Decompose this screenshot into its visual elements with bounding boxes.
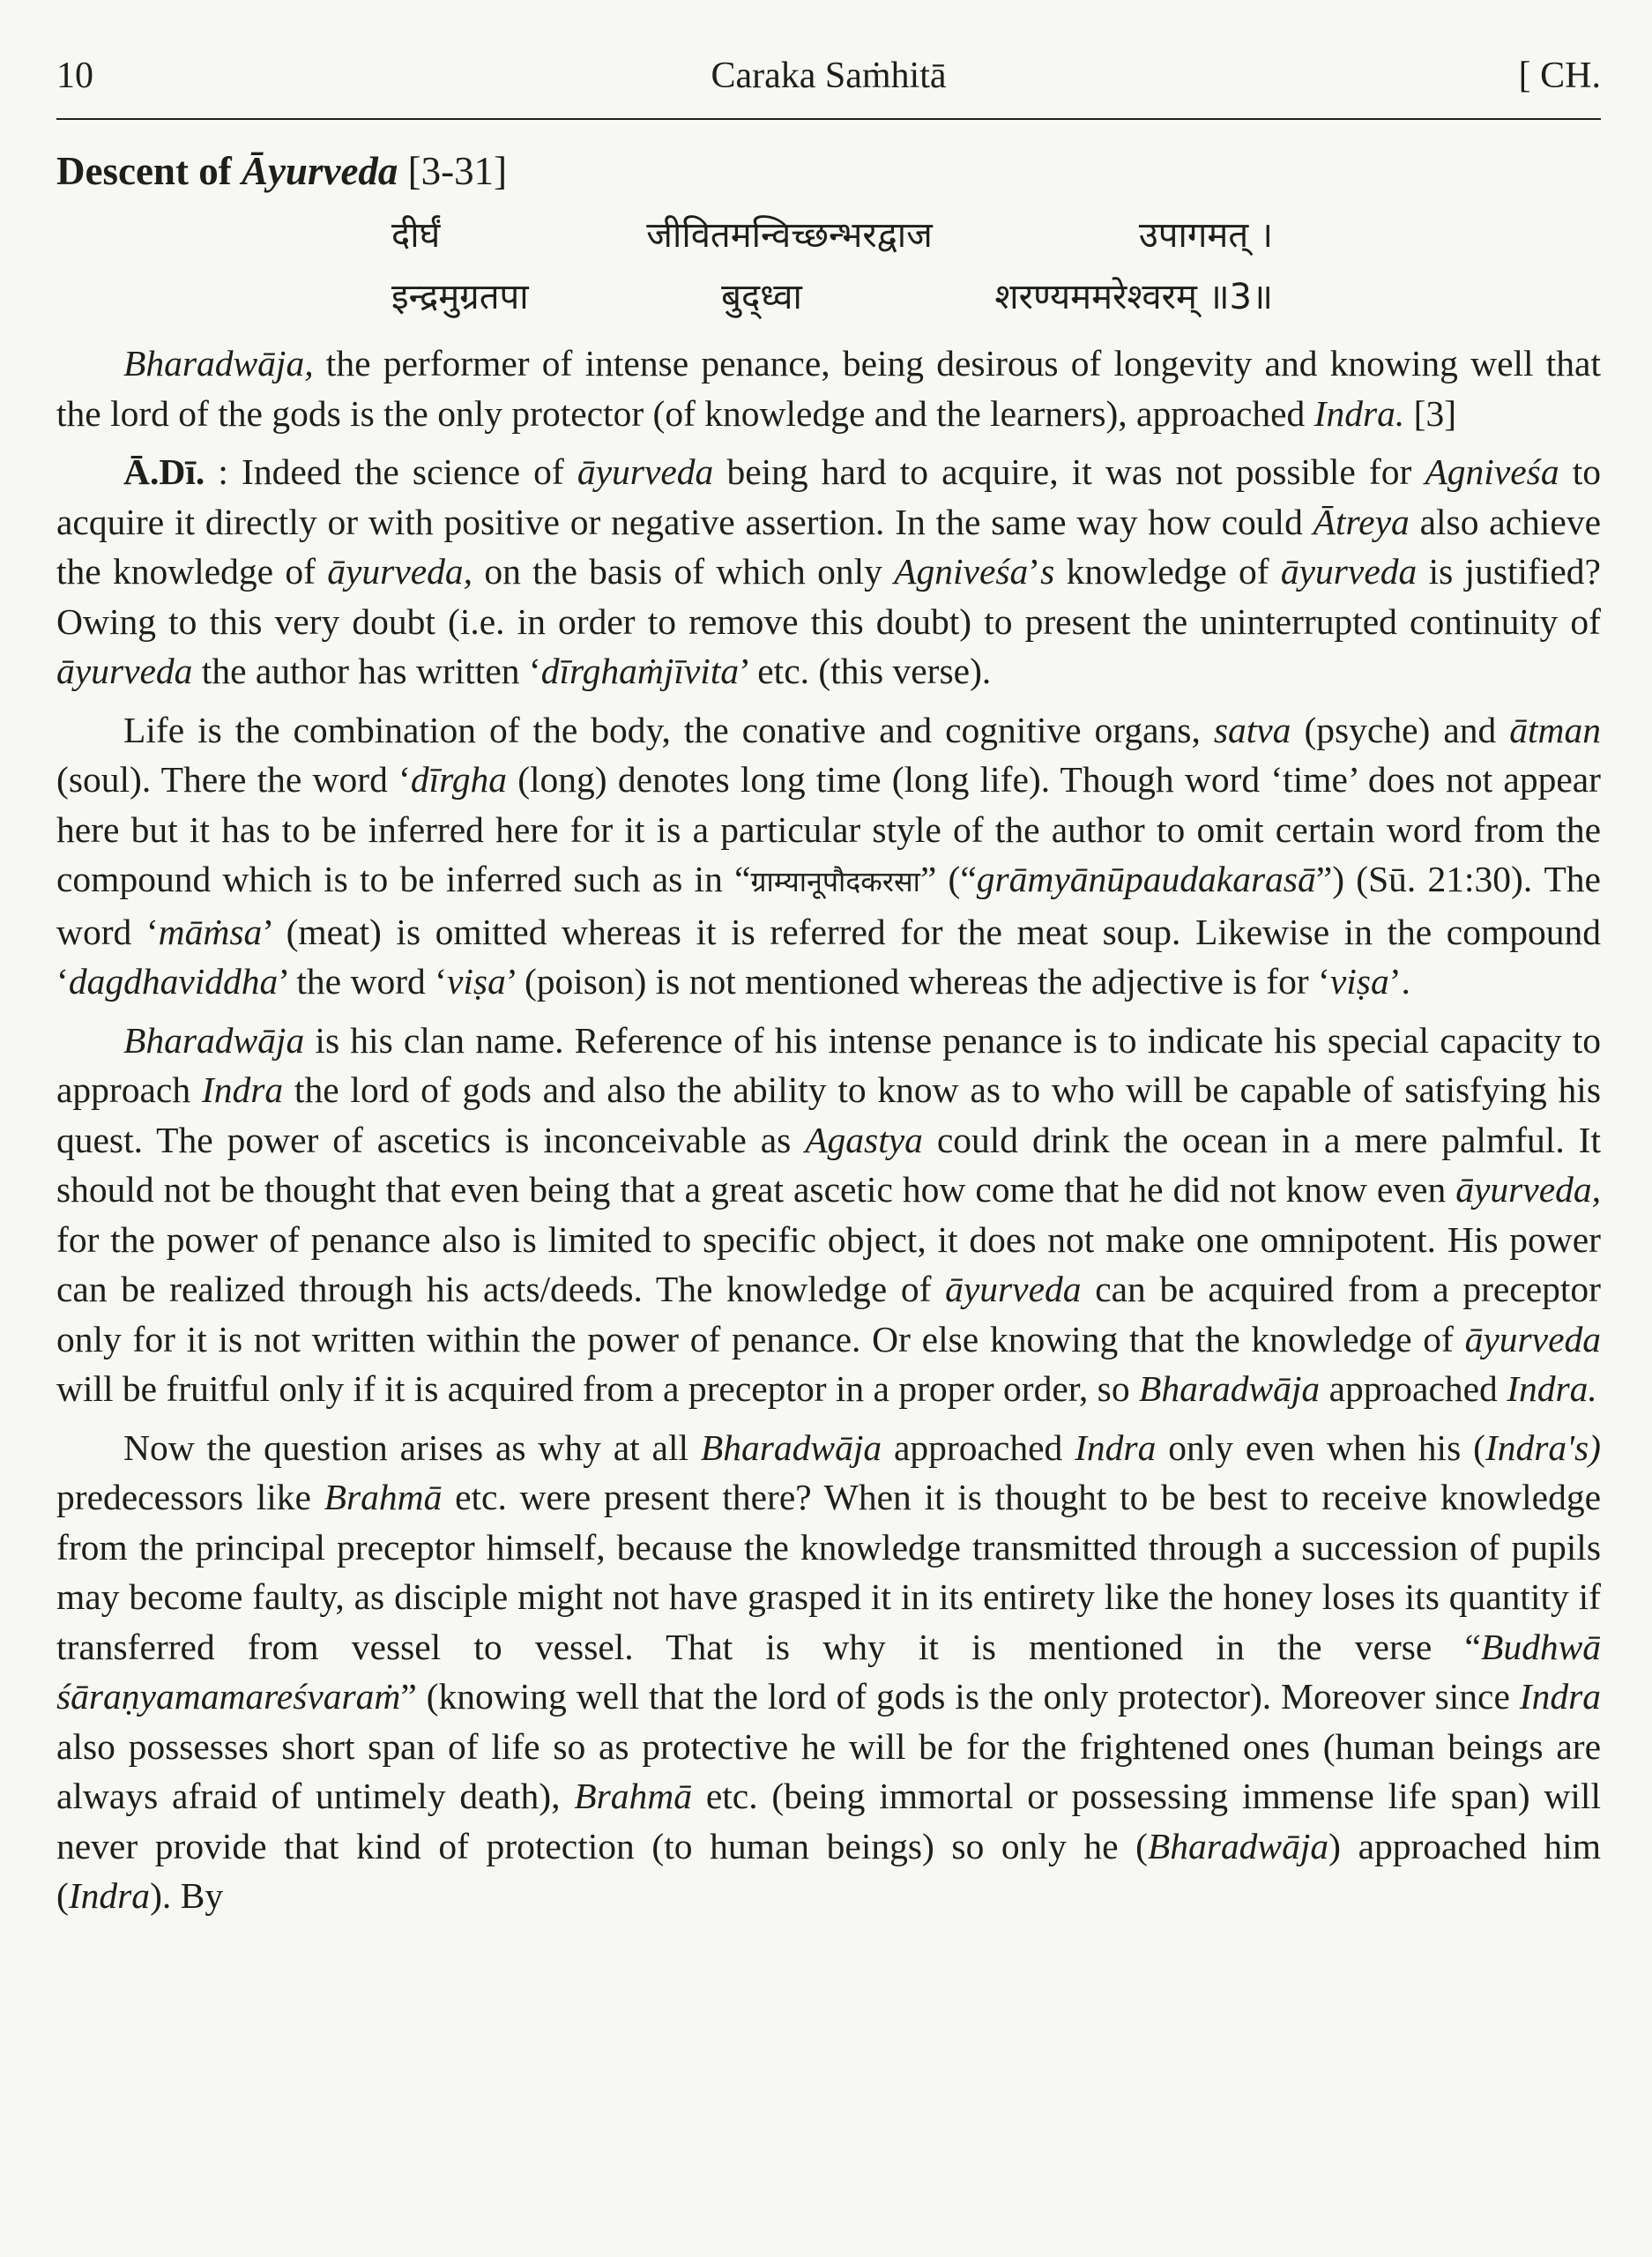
italic-term: Bharadwāja [1138, 1368, 1321, 1409]
italic-term: māṁsa [158, 911, 263, 952]
text-run: Now the question arises as why at all [123, 1426, 701, 1468]
text-run: approached [1320, 1368, 1507, 1409]
italic-term: Brahmā [574, 1776, 693, 1816]
text-run: ) approached him ( [56, 1825, 1601, 1916]
text-run: could drink the ocean in a mere palmful. It should not be thought that even being that a great ascetic how come that he did not know even [56, 1119, 1601, 1210]
italic-term: Bharadwāja [1147, 1825, 1329, 1866]
verse-word: बुद्ध्वा [721, 277, 802, 317]
commentary-paragraph [56, 1423, 1601, 1921]
header-rule [56, 118, 1601, 120]
text-run: approached [882, 1426, 1075, 1468]
translation-paragraph [56, 339, 1601, 438]
italic-term: Indra. [1313, 392, 1405, 434]
verse-word: जीवितमन्विच्छन्भरद्वाज [646, 215, 933, 256]
book-page [56, 51, 1601, 2220]
text-run: ”) (Sū. 21:30). The word ‘ [56, 859, 1601, 952]
italic-term: viṣa [446, 961, 506, 1002]
italic-term: satva [1213, 709, 1291, 750]
italic-term: Indra [1075, 1426, 1157, 1468]
section-title-italic: Āyurveda [241, 149, 398, 193]
text-run: the lord of gods and also the ability to know as to who will be capable of satisfying his quest. The power of ascetics is inconceivable as [56, 1069, 1601, 1160]
italic-term: Agastya [805, 1119, 923, 1160]
italic-term: Indra [68, 1875, 151, 1916]
verse-word: उपागमत् । [1138, 215, 1273, 256]
chapter-marker: [ CH. [1518, 56, 1601, 96]
italic-term: Indra [1519, 1676, 1601, 1717]
italic-term: Agniveśa [1425, 451, 1559, 492]
italic-term: āyurveda [577, 451, 714, 492]
text-run: Life is the combination of the body, the conative and cognitive organs, [123, 709, 1214, 750]
text-run: being hard to acquire, it was not possible for [713, 451, 1425, 492]
text-run: (soul). There the word ‘ [56, 759, 411, 800]
text-run: will be fruitful only if it is acquired from a preceptor in a proper order, so [56, 1368, 1139, 1409]
commentary-lead: Ā.Dī. [123, 451, 205, 492]
verse-word: शरण्यममरेश्वरम् ॥3॥ [994, 277, 1273, 317]
italic-term: Indra. [1507, 1368, 1597, 1409]
text-run: on the basis of which only [473, 551, 895, 592]
text-run: for the power of penance also is limited to specific object, it does not make one omnipotent. His power can be realized through his acts/deeds. The knowledge of [56, 1218, 1601, 1309]
italic-term: Brahmā [324, 1477, 443, 1517]
italic-term: Indra [201, 1069, 284, 1110]
italic-term: āyurveda [1280, 551, 1418, 592]
italic-term: Indra's) [1485, 1426, 1602, 1468]
text-run: : Indeed the science of [205, 451, 577, 492]
text-run: (long) denotes long time (long life). Though word ‘time’ does not appear here but it has to be inferred here for it is a particular style of the author to omit certain word from the compound which is to be inferred such as in “ [56, 759, 1601, 899]
text-run: to acquire it directly or with positive or negative assertion. In the same way how could [56, 451, 1601, 542]
italic-term: grāmyānūpaudakarasā [976, 859, 1316, 899]
running-head [56, 51, 1601, 101]
verse-range: [3-31] [398, 149, 508, 193]
italic-term: āyurveda, [327, 551, 473, 592]
italic-term: āyurveda [945, 1269, 1082, 1309]
commentary-paragraph [56, 447, 1601, 696]
text-run: only even when his ( [1156, 1426, 1485, 1468]
text-run: ” (“ [919, 859, 977, 899]
text-run: ” (knowing well that the lord of gods is the only protector). Moreover since [400, 1676, 1520, 1717]
italic-term: āyurveda, [1455, 1169, 1601, 1210]
section-title-prefix: Descent of [56, 149, 242, 193]
commentary-paragraph [56, 705, 1601, 1007]
verse-line [391, 266, 1273, 328]
text-run: ’ (meat) is omitted whereas it is referred for the meat soup. Likewise in the compound ‘ [56, 911, 1601, 1002]
text-run: is justified? Owing to this very doubt (i.e. in order to remove this doubt) to present the uninterrupted continuity of [56, 551, 1601, 642]
devanagari-term: ग्राम्यानूपौदकरसा [750, 865, 920, 898]
text-run: ’ etc. (this verse). [739, 651, 992, 691]
italic-term: āyurveda [1464, 1318, 1601, 1359]
text-run: (psyche) and [1291, 709, 1510, 750]
italic-term: Agniveśa [894, 551, 1029, 592]
italic-term: Budhwā śāraṇyamamareśvaraṁ [56, 1626, 1601, 1717]
verse-line [391, 205, 1273, 266]
section-heading [56, 146, 1601, 196]
text-run: ). By [150, 1875, 224, 1916]
verse-word: इन्द्रमुग्रतपा [391, 277, 529, 317]
italic-term: dīrghaṁjīvita [540, 651, 740, 691]
italic-term: Bharadwāja [123, 1019, 305, 1061]
text-run: knowledge of [1054, 551, 1281, 592]
commentary-paragraph [56, 1016, 1601, 1414]
text-run: the performer of intense penance, being desirous of longevity and knowing well that the lord of the gods is the only protector (of knowledge and the learners), approached [56, 343, 1601, 434]
text-run: ’ [1028, 551, 1041, 592]
italic-term: Ātreya [1313, 501, 1410, 542]
text-run: etc. were present there? When it is thought to be best to receive knowledge from the principal preceptor himself, because the knowledge transmitted through a succession of pupils may become faulty, as disciple might not have grasped it in its entirety like the honey loses its quantity if transferred from vessel to vessel. That is why it is mentioned in the verse “ [56, 1477, 1601, 1667]
section-title [56, 149, 398, 193]
text-run: is his clan name. Reference of his intense penance is to indicate his special capacity to approach [56, 1019, 1601, 1110]
italic-term: Bharadwāja, [123, 343, 314, 384]
italic-term: āyurveda [56, 651, 193, 691]
text-run: [3] [1404, 392, 1457, 434]
text-run: also possesses short span of life so as protective he will be for the frightened ones (human beings are always afraid of untimely death), [56, 1725, 1601, 1816]
text-run: ’. [1388, 961, 1410, 1002]
book-title: Caraka Saṁhitā [711, 56, 947, 96]
italic-term: dagdhaviddha [68, 961, 279, 1002]
text-run: can be acquired from a preceptor only for it is not written within the power of penance. Or else knowing that the knowledge of [56, 1269, 1601, 1359]
italic-term: dīrgha [410, 759, 507, 800]
text-run: predecessors like [56, 1477, 324, 1517]
text-run: the author has written ‘ [192, 651, 541, 691]
italic-term: s [1040, 551, 1055, 592]
text-run: ’ the word ‘ [278, 961, 447, 1002]
italic-term: ātman [1509, 709, 1601, 750]
italic-term: Bharadwāja [700, 1426, 882, 1468]
text-run: etc. (being immortal or possessing immense life span) will never provide that kind of protection (to human beings) so only he ( [56, 1776, 1601, 1866]
text-run: ’ (poison) is not mentioned whereas the adjective is for ‘ [505, 961, 1330, 1002]
page-number: 10 [56, 56, 93, 96]
verse-word: दीर्घं [391, 215, 441, 256]
sanskrit-verse [391, 205, 1273, 328]
italic-term: viṣa [1329, 961, 1389, 1002]
text-run: also achieve the knowledge of [56, 501, 1602, 592]
